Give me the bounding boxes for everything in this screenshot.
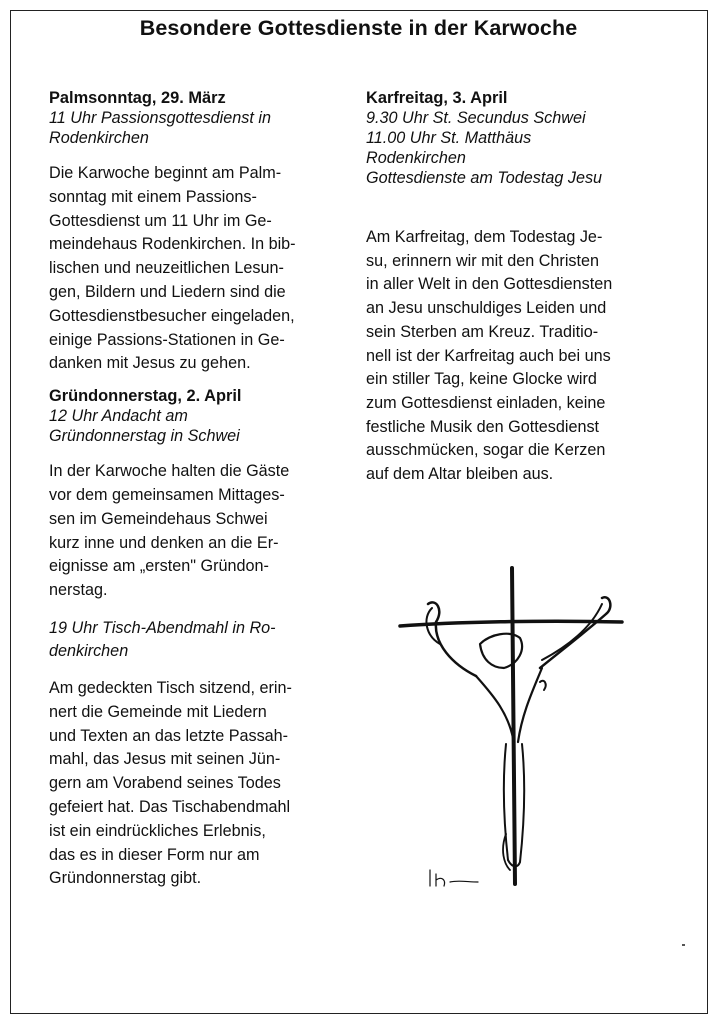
palmsonntag-heading: Palmsonntag, 29. März bbox=[49, 89, 226, 107]
text-line: meindehaus Rodenkirchen. In bib- bbox=[49, 235, 296, 254]
gruendonnerstag-time-line: Gründonnerstag in Schwei bbox=[49, 427, 240, 446]
abendmahl-time-line: denkirchen bbox=[49, 641, 129, 660]
text-line: danken mit Jesus zu gehen. bbox=[49, 354, 251, 373]
palmsonntag-time bbox=[49, 108, 355, 148]
text-line: vor dem gemeinsamen Mittages- bbox=[49, 485, 285, 504]
text-line: Gründonnerstag gibt. bbox=[49, 869, 202, 888]
abendmahl-time-line: 19 Uhr Tisch-Abendmahl in Ro- bbox=[49, 618, 276, 637]
text-line: gern am Vorabend seines Todes bbox=[49, 774, 281, 793]
text-line: Am gedeckten Tisch sitzend, erin- bbox=[49, 678, 292, 697]
text-line: Die Karwoche beginnt am Palm- bbox=[49, 164, 282, 182]
text-line: Am Karfreitag, dem Todestag Je- bbox=[366, 228, 603, 246]
text-line: Gottesdienstbesucher eingeladen, bbox=[49, 306, 295, 325]
abendmahl-time bbox=[49, 617, 355, 663]
text-line: gen, Bildern und Liedern sind die bbox=[49, 282, 286, 301]
left-column bbox=[49, 88, 355, 891]
text-line: gefeiert hat. Das Tischabendmahl bbox=[49, 797, 291, 816]
palmsonntag-time-line: 11 Uhr Passionsgottesdienst in bbox=[49, 109, 271, 127]
text-line: einige Passions-Stationen in Ge- bbox=[49, 330, 285, 349]
text-line: Gottesdienst um 11 Uhr im Ge- bbox=[49, 211, 272, 230]
karfreitag-time-line: Gottesdienste am Todestag Jesu bbox=[366, 169, 603, 187]
right-column bbox=[366, 88, 664, 487]
abendmahl-text bbox=[49, 677, 355, 891]
karfreitag-time-line: 11.00 Uhr St. Matthäus bbox=[366, 129, 532, 147]
text-line: sen im Gemeindehaus Schwei bbox=[49, 509, 268, 528]
gruendonnerstag-heading: Gründonnerstag, 2. April bbox=[49, 387, 242, 406]
text-line: mahl, das Jesus mit seinen Jün- bbox=[49, 750, 281, 769]
speck-mark bbox=[682, 944, 685, 946]
gruendonnerstag-time-line: 12 Uhr Andacht am bbox=[49, 407, 188, 426]
text-line: ist ein eindrückliches Erlebnis, bbox=[49, 821, 266, 840]
text-line: In der Karwoche halten die Gäste bbox=[49, 462, 290, 481]
text-line: ausschmücken, sogar die Kerzen bbox=[366, 441, 606, 460]
text-line: ein stiller Tag, keine Glocke wird bbox=[366, 370, 597, 389]
karfreitag-heading: Karfreitag, 3. April bbox=[366, 89, 508, 107]
text-line: nert die Gemeinde mit Liedern bbox=[49, 702, 267, 721]
karfreitag-time-line: Rodenkirchen bbox=[366, 149, 466, 167]
text-line: an Jesu unschuldiges Leiden und bbox=[366, 299, 607, 318]
text-line: su, erinnern wir mit den Christen bbox=[366, 251, 600, 270]
text-line: festliche Musik den Gottesdienst bbox=[366, 417, 600, 436]
text-line: sein Sterben am Kreuz. Traditio- bbox=[366, 322, 599, 341]
text-line: nerstag. bbox=[49, 581, 108, 600]
gruendonnerstag-time bbox=[49, 406, 355, 446]
karfreitag-time-line: 9.30 Uhr St. Secundus Schwei bbox=[366, 109, 586, 127]
text-line: lischen und neuzeitlichen Lesun- bbox=[49, 259, 284, 278]
karfreitag-times bbox=[366, 108, 664, 188]
text-line: und Texten an das letzte Passah- bbox=[49, 726, 289, 745]
text-line: kurz inne und denken an die Er- bbox=[49, 533, 279, 552]
karfreitag-text bbox=[366, 226, 664, 487]
crucifix-drawing-icon bbox=[392, 564, 632, 900]
text-line: das es in dieser Form nur am bbox=[49, 845, 260, 864]
gruendonnerstag-text bbox=[49, 460, 355, 603]
text-line: eignisse am „ersten" Gründon- bbox=[49, 557, 269, 576]
palmsonntag-text bbox=[49, 162, 355, 376]
page-title: Besondere Gottesdienste in der Karwoche bbox=[139, 16, 578, 40]
text-line: sonntag mit einem Passions- bbox=[49, 187, 257, 206]
palmsonntag-time-line: Rodenkirchen bbox=[49, 129, 149, 147]
text-line: in aller Welt in den Gottesdiensten bbox=[366, 275, 613, 294]
text-line: zum Gottesdienst einladen, keine bbox=[366, 393, 606, 412]
text-line: nell ist der Karfreitag auch bei uns bbox=[366, 346, 611, 365]
text-line: auf dem Altar bleiben aus. bbox=[366, 465, 554, 484]
